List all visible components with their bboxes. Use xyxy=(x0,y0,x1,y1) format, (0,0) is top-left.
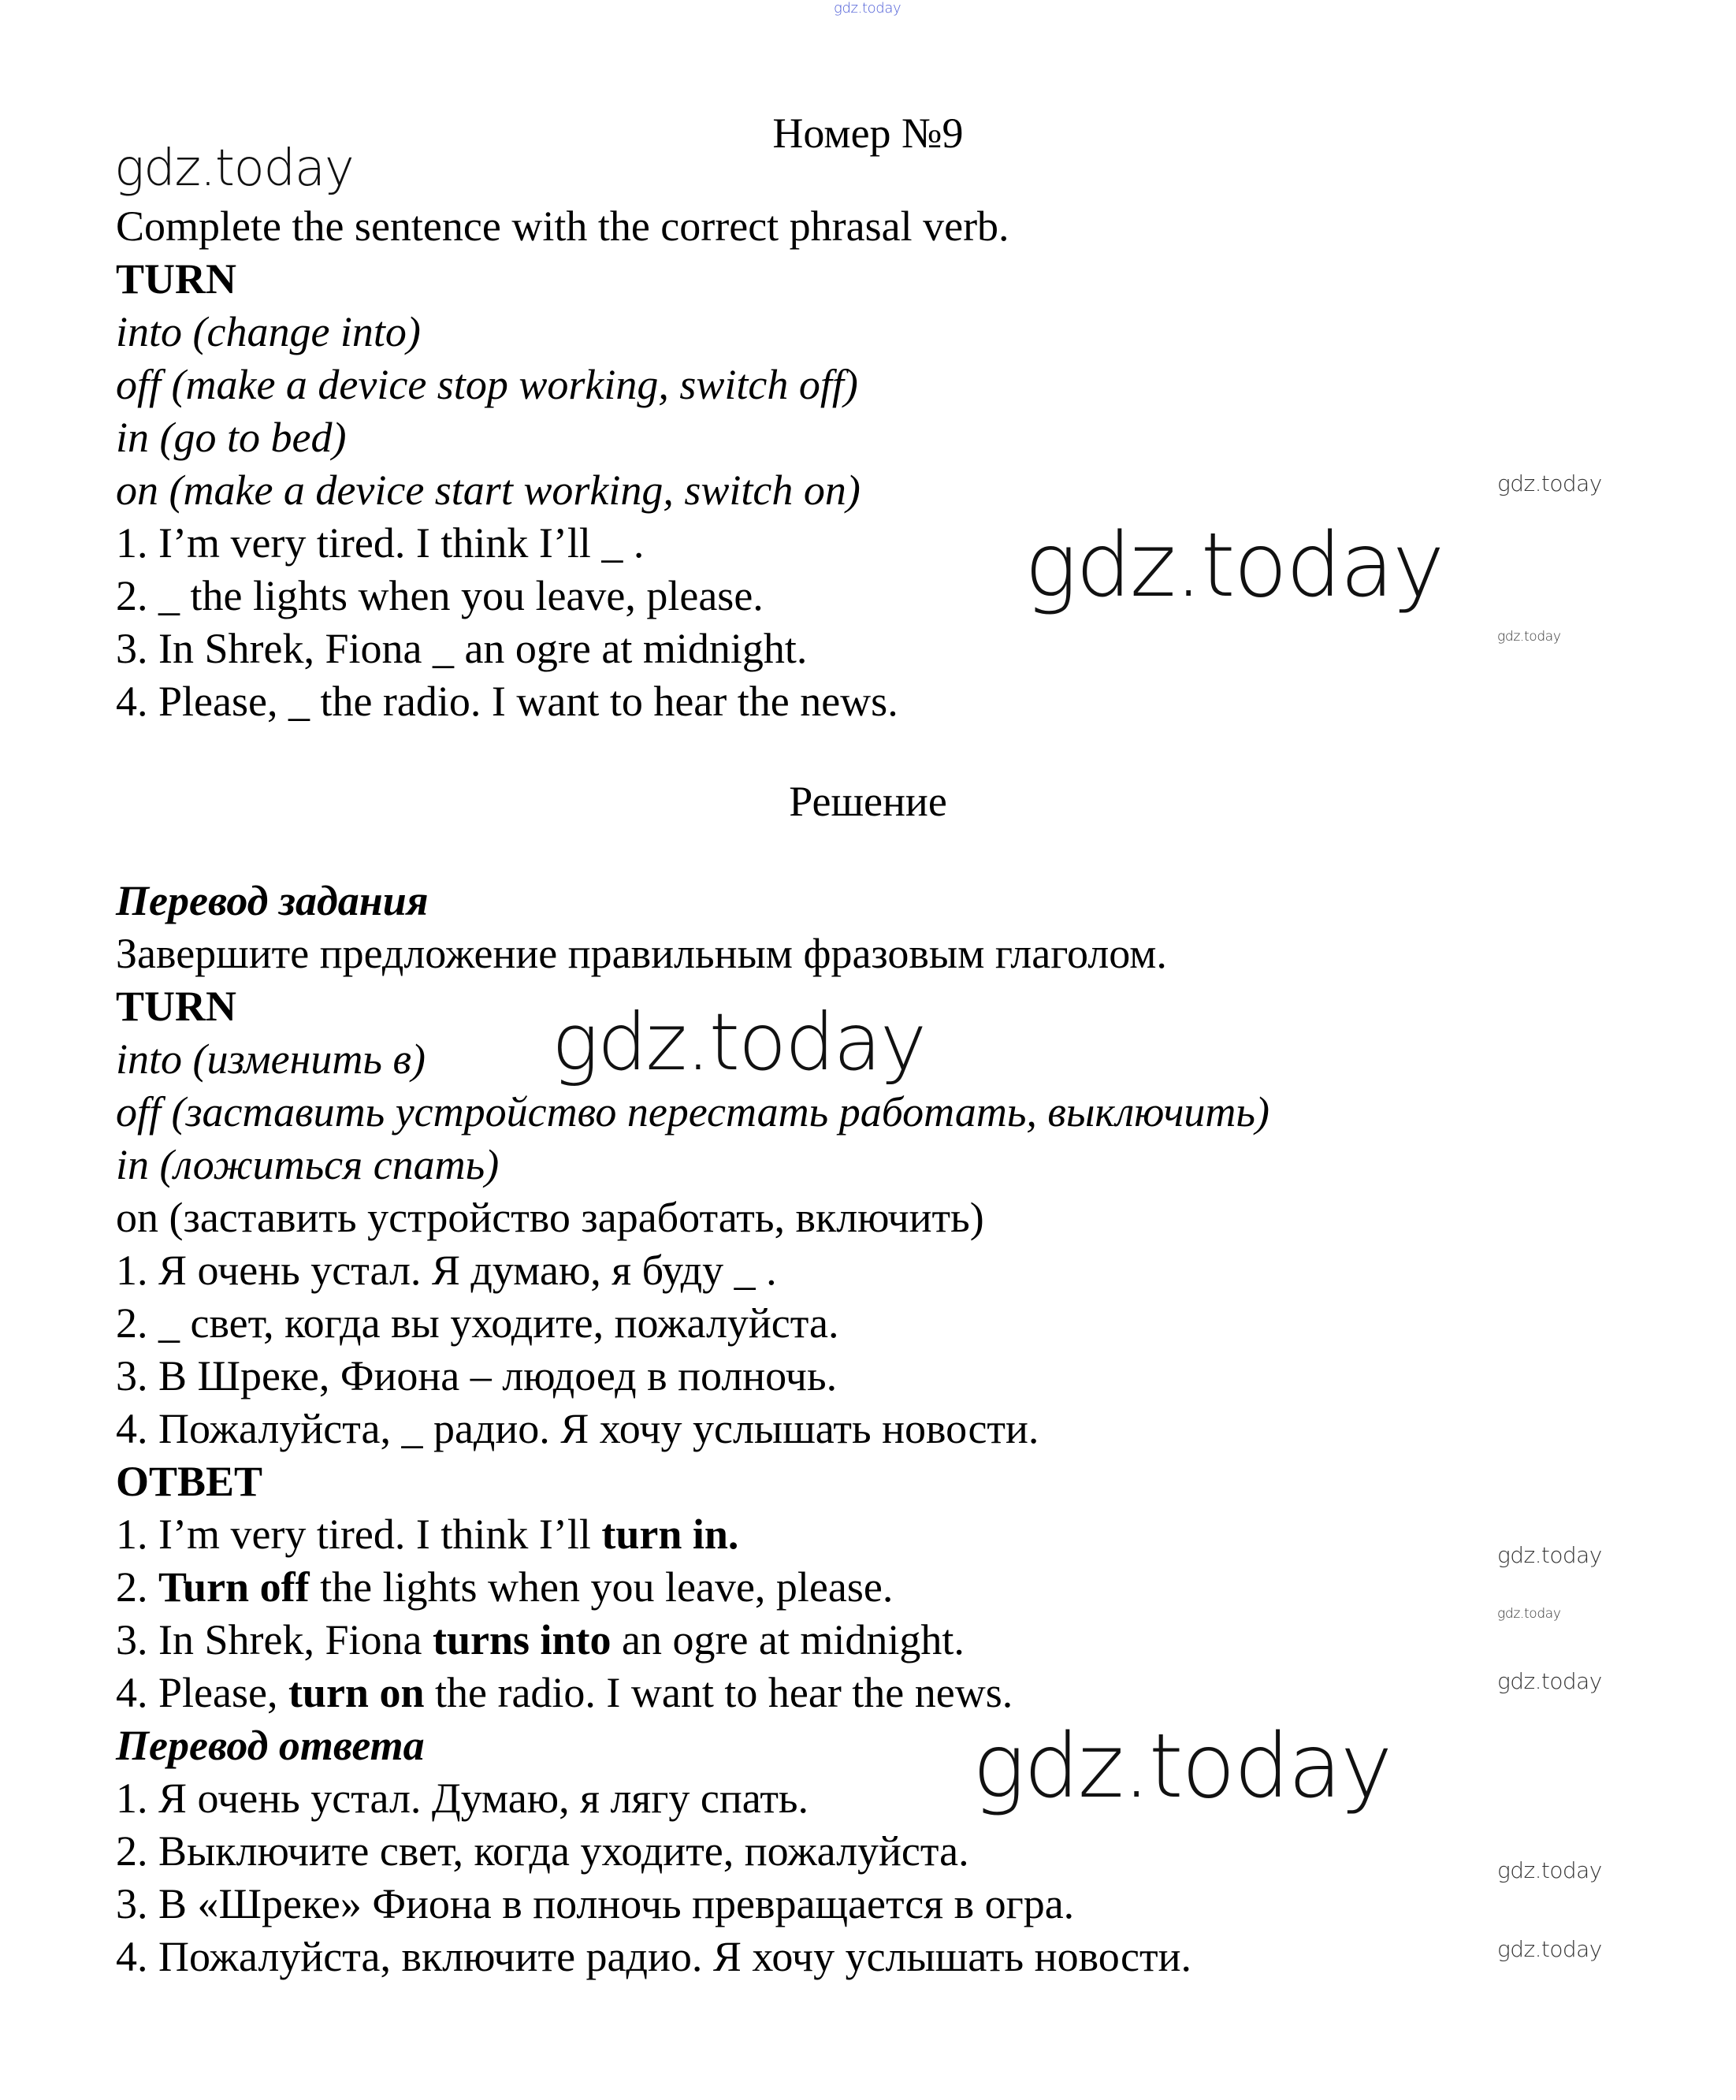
watermark: gdz.today xyxy=(114,139,354,198)
answer-text: 3. In Shrek, Fiona xyxy=(116,1616,433,1663)
watermark: gdz.today xyxy=(1497,1936,1602,1962)
answer-verb: Turn off xyxy=(158,1563,310,1611)
sentence-ru-3: 3. В Шреке, Фиона – людоед в полночь. xyxy=(116,1352,838,1399)
watermark: gdz.today xyxy=(1497,629,1561,645)
answer-text: 2. xyxy=(116,1563,158,1611)
answer-text: an ogre at midnight. xyxy=(611,1616,965,1663)
watermark: gdz.today xyxy=(1024,515,1443,617)
answer-text: the radio. I want to hear the news. xyxy=(424,1669,1013,1716)
meaning-in: in (go to bed) xyxy=(116,414,347,461)
sentence-4: 4. Please, _ the radio. I want to hear the news. xyxy=(116,678,898,725)
solution-title: Решение xyxy=(789,778,947,825)
sentence-ru-2: 2. _ свет, когда вы уходите, пожалуйста. xyxy=(116,1299,839,1347)
verb-heading-ru: TURN xyxy=(116,983,237,1030)
watermark: gdz.today xyxy=(1497,470,1602,496)
meaning-off: off (make a device stop working, switch off) xyxy=(116,361,858,408)
watermark: gdz.today xyxy=(552,996,926,1088)
verb-heading: TURN xyxy=(116,255,237,303)
answer-verb: turn on xyxy=(288,1669,425,1716)
answer-text: the lights when you leave, please. xyxy=(309,1563,894,1611)
watermark: gdz.today xyxy=(1497,1857,1602,1883)
meaning-off-ru: off (заставить устройство перестать работать, выключить) xyxy=(116,1088,1269,1135)
answer-translation-2: 2. Выключите свет, когда уходите, пожалуйста. xyxy=(116,1827,969,1875)
meaning-into: into (change into) xyxy=(116,308,421,355)
watermark: gdz.today xyxy=(1497,1668,1602,1694)
answer-translation-3: 3. В «Шреке» Фиона в полночь превращается в огра. xyxy=(116,1880,1075,1927)
sentence-ru-4: 4. Пожалуйста, _ радио. Я хочу услышать новости. xyxy=(116,1405,1039,1452)
answer-2 xyxy=(116,1561,893,1614)
watermark: gdz.today xyxy=(972,1715,1391,1818)
watermark: gdz.today xyxy=(1497,1606,1561,1622)
answer-text: 1. I’m very tired. I think I’ll xyxy=(116,1511,602,1558)
translation-heading: Перевод задания xyxy=(116,877,429,924)
sentence-3: 3. In Shrek, Fiona _ an ogre at midnight. xyxy=(116,625,808,672)
answer-translation-1: 1. Я очень устал. Думаю, я лягу спать. xyxy=(116,1775,809,1822)
task-instruction: Complete the sentence with the correct phrasal verb. xyxy=(116,203,1009,250)
answer-3 xyxy=(116,1614,965,1667)
answer-1 xyxy=(116,1508,738,1561)
answer-verb: turns into xyxy=(432,1616,612,1663)
answer-4 xyxy=(116,1667,1013,1719)
watermark: gdz.today xyxy=(1497,1542,1602,1568)
answer-verb: turn in. xyxy=(601,1511,739,1558)
meaning-into-ru: into (изменить в) xyxy=(116,1035,426,1083)
task-block xyxy=(116,200,1009,728)
answer-translation-4: 4. Пожалуйста, включите радио. Я хочу услышать новости. xyxy=(116,1933,1192,1980)
meaning-on-ru: on (заставить устройство заработать, включить) xyxy=(116,1194,984,1241)
sentence-ru-1: 1. Я очень устал. Я думаю, я буду _ . xyxy=(116,1247,777,1294)
sentence-2: 2. _ the lights when you leave, please. xyxy=(116,572,764,619)
sentence-1: 1. I’m very tired. I think I’ll _ . xyxy=(116,519,645,567)
task-title: Номер №9 xyxy=(772,110,964,157)
meaning-in-ru: in (ложиться спать) xyxy=(116,1141,500,1188)
meaning-on: on (make a device start working, switch on) xyxy=(116,466,861,514)
answer-heading: ОТВЕТ xyxy=(116,1458,263,1505)
translated-instruction: Завершите предложение правильным фразовым глаголом. xyxy=(116,930,1167,977)
answer-translation-heading: Перевод ответа xyxy=(116,1722,425,1769)
answer-text: 4. Please, xyxy=(116,1669,288,1716)
watermark-top: gdz.today xyxy=(834,0,901,17)
